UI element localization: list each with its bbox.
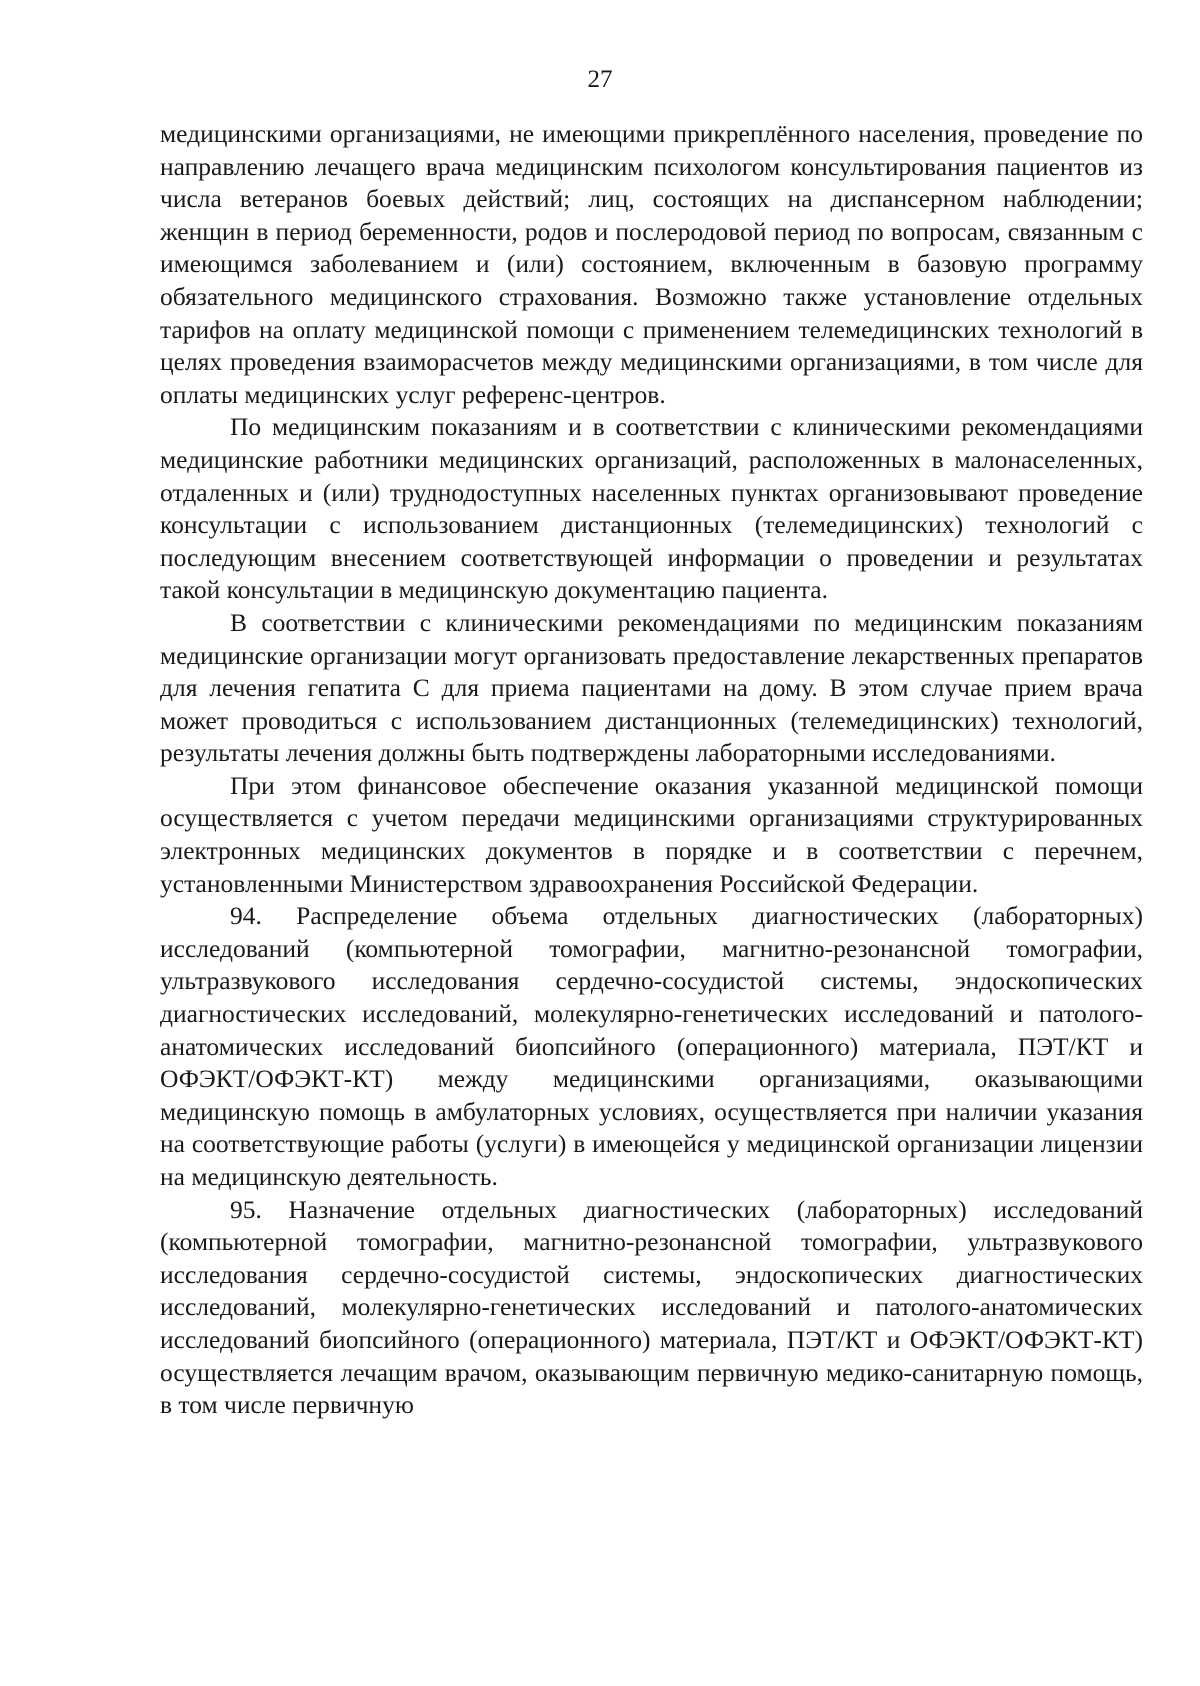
paragraph-financial-provision: При этом финансовое обеспечение оказания указанной медицинской помощи осуществляется с учетом передачи медицинскими организациями структурированных электронных медицинских документов в порядке и в соответствии с перечнем, установленными Министерством здравоохранения Российской Федерации.: [160, 770, 1143, 898]
paragraph-item-95: 95. Назначение отдельных диагностических (лабораторных) исследований (компьютерной томографии, магнитно-резонансной томографии, ультразвукового исследования сердечно-сосудистой системы, эндоскопических диагностических исследований, молекулярно-генетических исследований и патолого-анатомических исследований биопсийного (операционного) материала, ПЭТ/КТ и ОФЭКТ/ОФЭКТ-КТ) осуществляется лечащим врачом, оказывающим первичную медико-санитарную помощь, в том числе первичную: [160, 1194, 1143, 1420]
paragraph-telemedicine-consultations: По медицинским показаниям и в соответствии с клиническими рекомендациями медицинские работники медицинских организаций, расположенных в малонаселенных, отдаленных и (или) труднодоступных населенных пунктах организовывают проведение консультации с использованием дистанционных (телемедицинских) технологий с последующим внесением соответствующей информации о проведении и результатах такой консультации в медицинскую документацию пациента.: [160, 412, 1143, 605]
paragraph-item-94: 94. Распределение объема отдельных диагностических (лабораторных) исследований (компьютерной томографии, магнитно-резонансной томографии, ультразвукового исследования сердечно-сосудистой системы, эндоскопических диагностических исследований, молекулярно-генетических исследований и патолого-анатомических исследований биопсийного (операционного) материала, ПЭТ/КТ и ОФЭКТ/ОФЭКТ-КТ) между медицинскими организациями, оказывающими медицинскую помощь в амбулаторных условиях, осуществляется при наличии указания на соответствующие работы (услуги) в имеющейся у медицинской организации лицензии на медицинскую деятельность.: [160, 901, 1143, 1191]
paragraph-hepatitis-c-treatment: В соответствии с клиническими рекомендациями по медицинским показаниям медицинские организации могут организовать предоставление лекарственных препаратов для лечения гепатита С для приема пациентами на дому. В этом случае прием врача может проводиться с использованием дистанционных (телемедицинских) технологий, результаты лечения должны быть подтверждены лабораторными исследованиями.: [160, 607, 1143, 768]
document-body: [160, 118, 1143, 1422]
page-number: 27: [587, 66, 613, 93]
paragraph-continuation: медицинскими организациями, не имеющими прикреплённого населения, проведение по направлению лечащего врача медицинским психологом консультирования пациентов из числа ветеранов боевых действий; лиц, состоящих на диспансерном наблюдении; женщин в период беременности, родов и послеродовой период по вопросам, связанным с имеющимся заболеванием и (или) состоянием, включенным в базовую программу обязательного медицинского страхования. Возможно также установление отдельных тарифов на оплату медицинской помощи с применением телемедицинских технологий в целях проведения взаиморасчетов между медицинскими организациями, в том числе для оплаты медицинских услуг референс-центров.: [160, 119, 1143, 409]
